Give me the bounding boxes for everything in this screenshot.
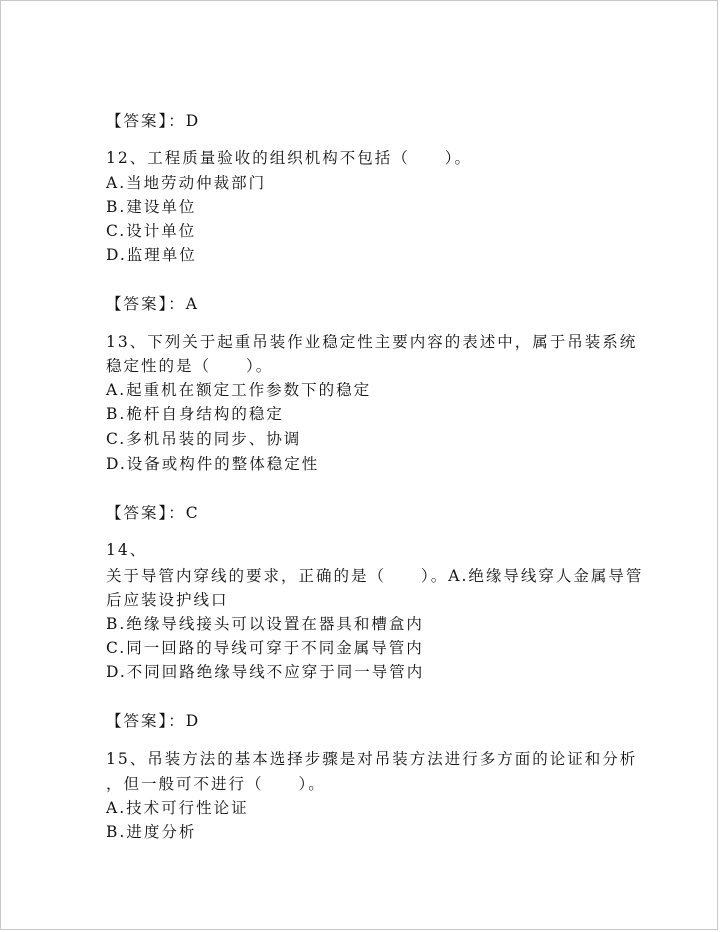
question-13-option-a: A.起重机在额定工作参数下的稳定 <box>106 381 372 399</box>
question-14-stem-line2: 后应装设护线口 <box>106 591 229 609</box>
question-13-option-c: C.多机吊装的同步、协调 <box>106 430 302 448</box>
answer-14: 【答案】：D <box>106 712 201 730</box>
answer-13: 【答案】：C <box>106 504 200 522</box>
question-13-stem-line1: 13、下列关于起重吊装作业稳定性主要内容的表述中，属于吊装系统 <box>106 333 638 351</box>
answer-12: 【答案】：A <box>106 295 199 313</box>
question-15-stem-line1: 15、吊装方法的基本选择步骤是对吊装方法进行多方面的论证和分析 <box>106 750 638 768</box>
question-13-option-d: D.设备或构件的整体稳定性 <box>106 455 320 473</box>
question-13-option-b: B.桅杆自身结构的稳定 <box>106 405 284 423</box>
question-14-option-c: C.同一回路的导线可穿于不同金属导管内 <box>106 639 424 657</box>
answer-11: 【答案】：D <box>106 112 201 130</box>
question-14-option-d: D.不同回路绝缘导线不应穿于同一导管内 <box>106 663 425 681</box>
question-12-stem: 12、工程质量验收的组织机构不包括（ ）。 <box>106 149 472 167</box>
question-14-stem-line1: 关于导管内穿线的要求，正确的是（ ）。A.绝缘导线穿人金属导管 <box>106 567 644 585</box>
question-12-option-d: D.监理单位 <box>106 246 197 264</box>
question-14-option-b: B.绝缘导线接头可以设置在器具和槽盒内 <box>106 615 424 633</box>
question-12-option-b: B.建设单位 <box>106 198 197 216</box>
question-12-option-c: C.设计单位 <box>106 222 197 240</box>
question-15-option-b: B.进度分析 <box>106 823 197 841</box>
question-14-number: 14、 <box>106 541 148 559</box>
question-15-option-a: A.技术可行性论证 <box>106 799 249 817</box>
question-13-stem-line2: 稳定性的是（ ）。 <box>106 357 274 375</box>
question-12-option-a: A.当地劳动仲裁部门 <box>106 174 267 192</box>
question-15-stem-line2: ，但一般可不进行（ ）。 <box>106 775 326 793</box>
